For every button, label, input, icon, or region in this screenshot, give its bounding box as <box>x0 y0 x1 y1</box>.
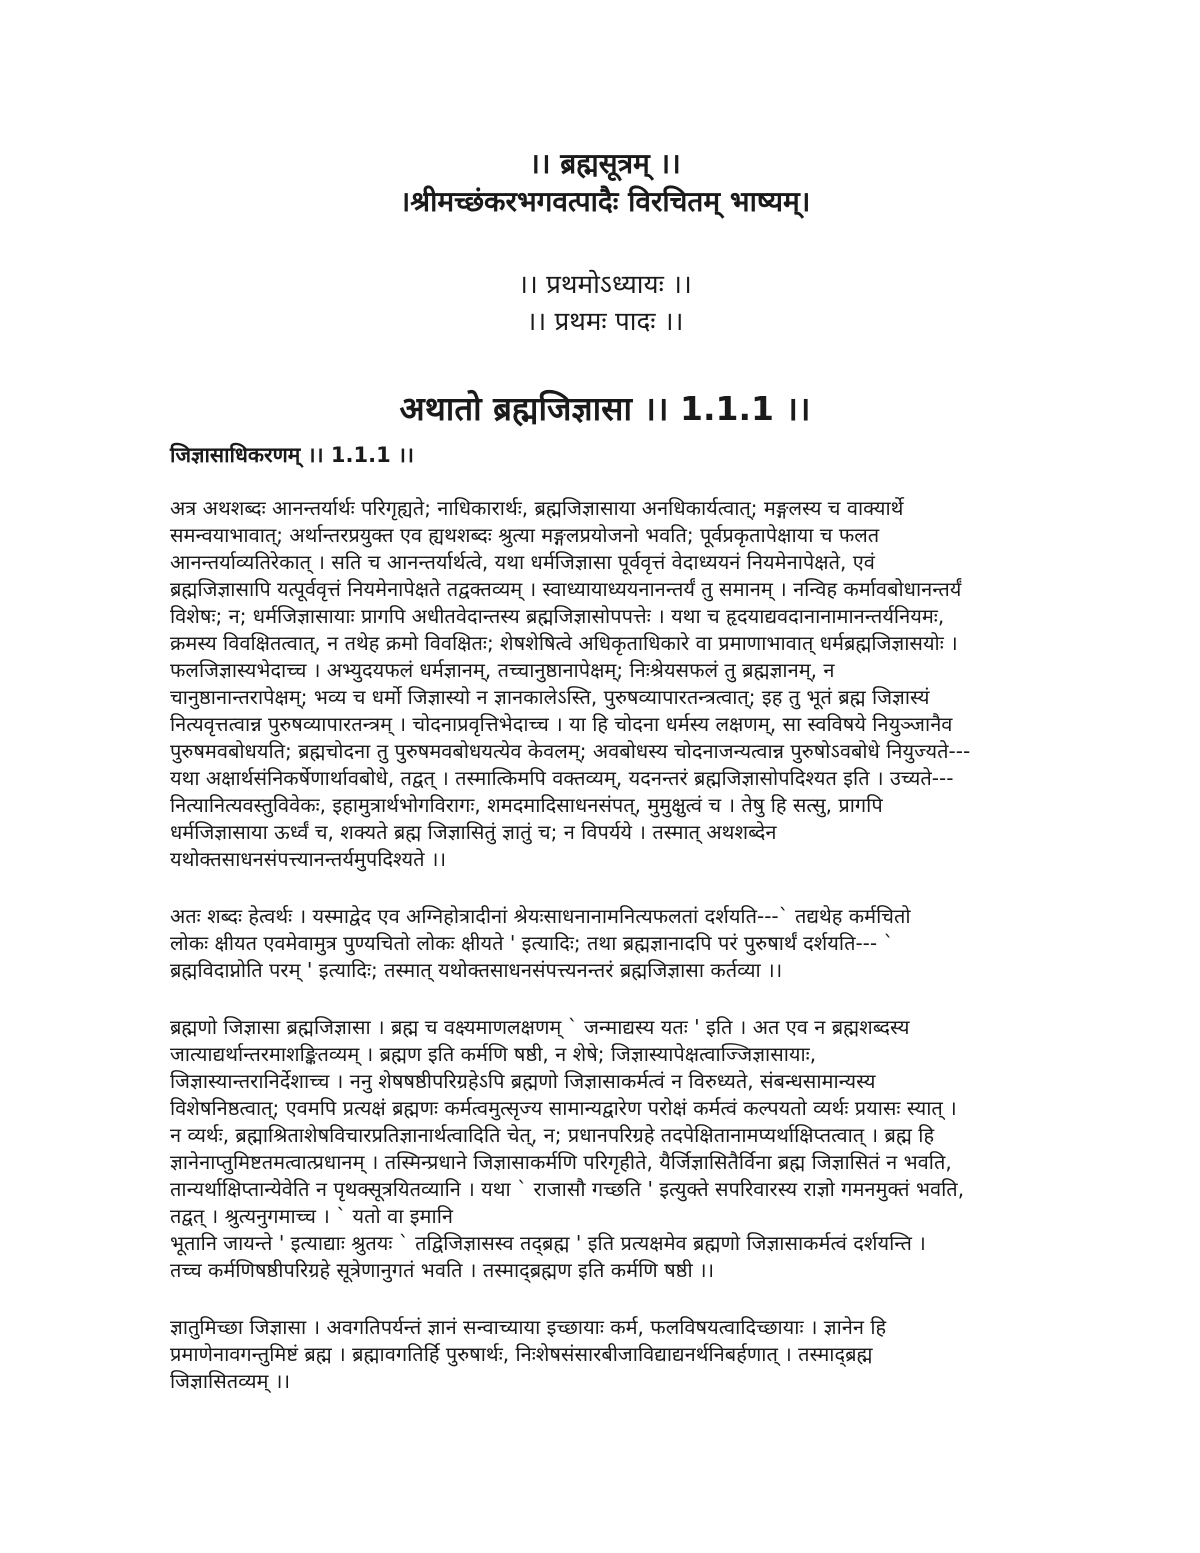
paragraph-line: तद्वत् । श्रुत्यनुगमाच्च । ` यतो वा इमानि <box>170 1204 453 1228</box>
paragraph-line: ब्रह्मजिज्ञासापि यत्पूर्ववृत्तं नियमेनापेक्षते तद्वक्तव्यम् । स्वाध्यायाध्ययनानन्तर्यं तु समानम् । नन्विह कर्मावबोधानन्तर्यं <box>170 577 962 601</box>
paragraph-line: क्रमस्य विवक्षितत्वात्, न तथेह क्रमो विवक्षितः; शेषशेषित्वे अधिकृताधिकारे वा प्रमाणाभावात् धर्मब्रह्मजिज्ञासयोः । <box>170 631 958 655</box>
chapter-block <box>170 267 1040 341</box>
paragraph-line: न व्यर्थः, ब्रह्माश्रिताशेषविचारप्रतिज्ञानार्थत्वादिति चेत्, न; प्रधानपरिग्रहे तदपेक्षितानामप्यर्थाक्षिप्तत्वात् । ब्रह्म हि <box>170 1123 935 1147</box>
body-paragraphs <box>170 495 1040 1395</box>
document-header <box>170 145 1040 341</box>
paragraph <box>170 1014 1040 1284</box>
paragraph-line: आनन्तर्याव्यतिरेकात् । सति च आनन्तर्यार्थत्वे, यथा धर्मजिज्ञासा पूर्ववृत्तं वेदाध्ययनं नियमेनापेक्षते, एवं <box>170 550 875 574</box>
paragraph-line: ब्रह्मणो जिज्ञासा ब्रह्मजिज्ञासा । ब्रह्म च वक्ष्यमाणलक्षणम् ` जन्माद्यस्य यतः ' इति । अत एव न ब्रह्मशब्दस्य <box>170 1015 910 1039</box>
paragraph-line: अतः शब्दः हेत्वर्थः । यस्माद्वेद एव अग्निहोत्रादीनां श्रेयःसाधनानामनित्यफलतां दर्शयति---` तद्यथेह कर्मचितो <box>170 904 911 928</box>
pada-title: ।। प्रथमः पादः ।। <box>526 307 684 337</box>
paragraph-line: नित्यवृत्तत्वान्न पुरुषव्यापारतन्त्रम् । चोदनाप्रवृत्तिभेदाच्च । या हि चोदना धर्मस्य लक्षणम्, सा स्वविषये नियुञ्जानैव <box>170 712 953 736</box>
paragraph-line: धर्मजिज्ञासाया ऊर्ध्वं च, शक्यते ब्रह्म जिज्ञासितुं ज्ञातुं च; न विपर्यये । तस्मात् अथशब्देन <box>170 820 777 844</box>
paragraph <box>170 903 1040 984</box>
paragraph-line: यथोक्तसाधनसंपत्त्यानन्तर्यमुपदिश्यते ।। <box>170 847 447 871</box>
work-title: ।। ब्रह्मसूत्रम् ।। <box>529 147 681 180</box>
paragraph-line: ज्ञानेनाप्तुमिष्टतमत्वात्प्रधानम् । तस्मिन्प्रधाने जिज्ञासाकर्मणि परिगृहीते, यैर्जिज्ञासितैर्विना ब्रह्म जिज्ञासितं न भवति, <box>170 1150 952 1174</box>
paragraph-line: ज्ञातुमिच्छा जिज्ञासा । अवगतिपर्यन्तं ज्ञानं सन्वाच्याया इच्छायाः कर्म, फलविषयत्वादिच्छायाः । ज्ञानेन हि <box>170 1315 887 1339</box>
paragraph-line: जिज्ञास्यान्तरानिर्देशाच्च । ननु शेषषष्ठीपरिग्रहेऽपि ब्रह्मणो जिज्ञासाकर्मत्वं न विरुध्यते, संबन्धसामान्यस्य <box>170 1069 876 1093</box>
paragraph-line: प्रमाणेनावगन्तुमिष्टं ब्रह्म । ब्रह्मावगतिर्हि पुरुषार्थः, निःशेषसंसारबीजाविद्याद्यनर्थनिबर्हणात् । तस्माद्ब्रह्म <box>170 1342 873 1366</box>
paragraph <box>170 1314 1040 1395</box>
paragraph-line: तान्यर्थाक्षिप्तान्येवेति न पृथक्सूत्रयितव्यानि । यथा ` राजासौ गच्छति ' इत्युक्ते सपरिवारस्य राज्ञो गमनमुक्तं भवति, <box>170 1177 965 1201</box>
adhikarana-heading: जिज्ञासाधिकरणम् ।। 1.1.1 ।। <box>170 443 414 467</box>
paragraph-line: ब्रह्मविदाप्नोति परम् ' इत्यादिः; तस्मात् यथोक्तसाधनसंपत्त्यनन्तरं ब्रह्मजिज्ञासा कर्तव्या ।। <box>170 958 783 982</box>
paragraph-line: विशेषनिष्ठत्वात्; एवमपि प्रत्यक्षं ब्रह्मणः कर्मत्वमुत्सृज्य सामान्यद्वारेण परोक्षं कर्मत्वं कल्पयतो व्यर्थः प्रयासः स्यात् । <box>170 1096 957 1120</box>
paragraph-line: भूतानि जायन्ते ' इत्याद्याः श्रुतयः ` तद्विजिज्ञासस्व तद्ब्रह्म ' इति प्रत्यक्षमेव ब्रह्मणो जिज्ञासाकर्मत्वं दर्शयन्ति । <box>170 1231 926 1255</box>
paragraph-line: यथा अक्षार्थसंनिकर्षेणार्थावबोधे, तद्वत् । तस्मात्किमपि वक्तव्यम्, यदनन्तरं ब्रह्मजिज्ञासोपदिश्यत इति । उच्यते--- <box>170 766 954 790</box>
paragraph-line: चानुष्ठानान्तरापेक्षम्; भव्य च धर्मो जिज्ञास्यो न ज्ञानकालेऽस्ति, पुरुषव्यापारतन्त्रत्वात्; इह तु भूतं ब्रह्म जिज्ञास्यं <box>170 685 930 709</box>
paragraph-line: जात्याद्यर्थान्तरमाशङ्कितव्यम् । ब्रह्मण इति कर्मणि षष्ठी, न शेषे; जिज्ञास्यापेक्षत्वाज्जिज्ञासायाः, <box>170 1042 817 1066</box>
paragraph-line: फलजिज्ञास्यभेदाच्च । अभ्युदयफलं धर्मज्ञानम्, तच्चानुष्ठानापेक्षम्; निःश्रेयसफलं तु ब्रह्मज्ञानम्, न <box>170 658 835 682</box>
paragraph-line: समन्वयाभावात्; अर्थान्तरप्रयुक्त एव ह्यथशब्दः श्रुत्या मङ्गलप्रयोजनो भवति; पूर्वप्रकृतापेक्षाया च फलत <box>170 523 880 547</box>
paragraph-line: पुरुषमवबोधयति; ब्रह्मचोदना तु पुरुषमवबोधयत्येव केवलम्; अवबोधस्य चोदनाजन्यत्वान्न पुरुषोऽवबोधे नियुज्यते--- <box>170 739 971 763</box>
paragraph-line: नित्यानित्यवस्तुविवेकः, इहामुत्रार्थभोगविरागः, शमदमादिसाधनसंपत्, मुमुक्षुत्वं च । तेषु हि सत्सु, प्रागपि <box>170 793 883 817</box>
paragraph-line: तच्च कर्मणिषष्ठीपरिग्रहे सूत्रेणानुगतं भवति । तस्माद्ब्रह्मण इति कर्मणि षष्ठी ।। <box>170 1258 715 1282</box>
paragraph-line: जिज्ञासितव्यम् ।। <box>170 1369 291 1393</box>
sutra-heading: अथातो ब्रह्मजिज्ञासा ।। 1.1.1 ।। <box>399 389 811 428</box>
paragraph-line: विशेषः; न; धर्मजिज्ञासायाः प्रागपि अधीतवेदान्तस्य ब्रह्मजिज्ञासोपपत्तेः । यथा च हृदयाद्यवदानानामानन्तर्यनियमः, <box>170 604 945 628</box>
paragraph-line: अत्र अथशब्दः आनन्तर्यार्थः परिगृह्यते; नाधिकारार्थः, ब्रह्मजिज्ञासाया अनधिकार्यत्वात्; मङ्गलस्य च वाक्यार्थे <box>170 496 904 520</box>
chapter-title: ।। प्रथमोऽध्यायः ।। <box>518 270 692 300</box>
paragraph <box>170 495 1040 873</box>
author-line: ।श्रीमच्छंकरभगवत्पादैः विरचितम् भाष्यम्। <box>399 185 811 218</box>
paragraph-line: लोकः क्षीयत एवमेवामुत्र पुण्यचितो लोकः क्षीयते ' इत्यादिः; तथा ब्रह्मज्ञानादपि परं पुरुषार्थं दर्शयति--- ` <box>170 931 894 955</box>
